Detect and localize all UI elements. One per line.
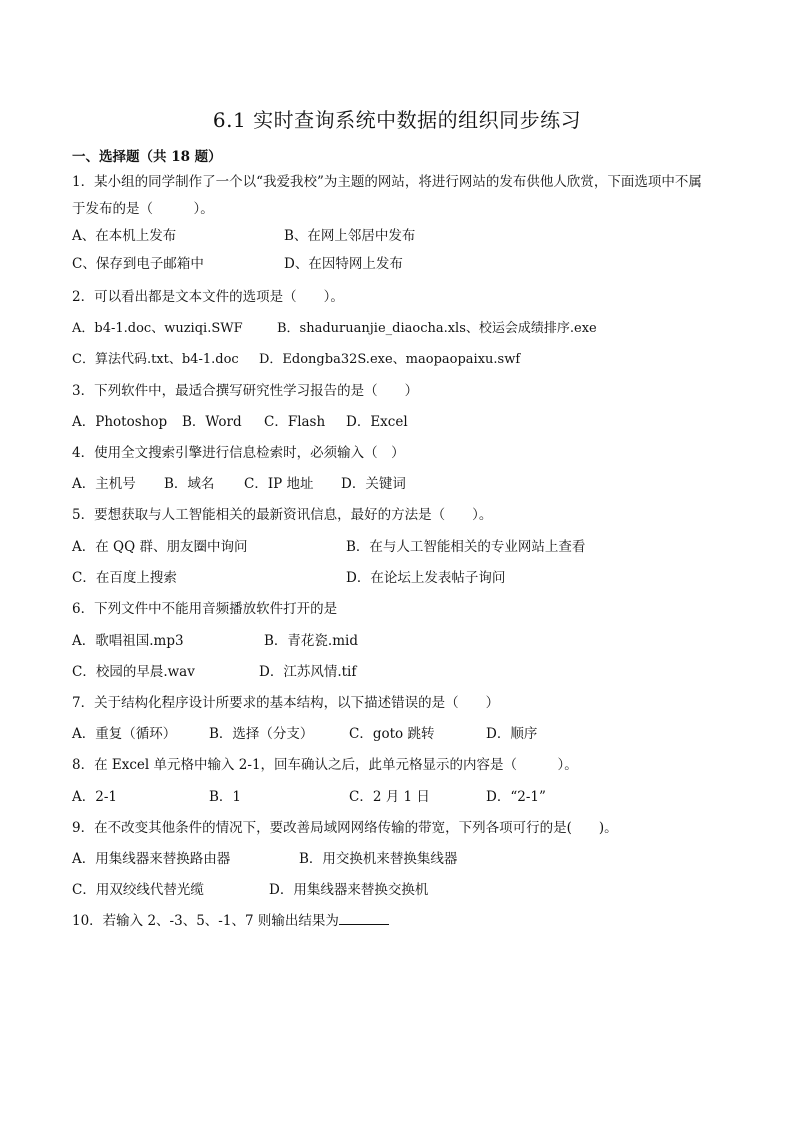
- question-4-option-a: A．主机号: [72, 476, 136, 492]
- question-3-option-a: A．Photoshop: [72, 414, 168, 430]
- question-7-option-a: A．重复（循环）: [72, 726, 177, 742]
- question-1-option-a: A、在本机上发布: [72, 228, 177, 244]
- question-10-line-1: [72, 909, 389, 929]
- question-1-line-2: 于发布的是（ ）。: [72, 201, 214, 217]
- question-5-option-c: C．在百度上搜索: [72, 570, 177, 586]
- question-9-option-d: D．用集线器来替换交换机: [269, 882, 429, 898]
- section-heading: 一、选择题（共 18 题）: [72, 149, 222, 165]
- question-5-option-a: A．在 QQ 群、朋友圈中询问: [72, 539, 248, 555]
- question-6-option-d: D．江苏风情.tif: [259, 664, 357, 680]
- question-8-option-c: C．2 月 1 日: [349, 789, 430, 805]
- question-8-option-b: B．1: [209, 789, 242, 805]
- question-1-option-d: D、在因特网上发布: [284, 256, 403, 272]
- question-4-option-b: B．域名: [164, 476, 215, 492]
- question-4-option-d: D．关键词: [341, 476, 406, 492]
- question-6-option-c: C．校园的早晨.wav: [72, 664, 195, 680]
- question-9-option-a: A．用集线器来替换路由器: [72, 851, 231, 867]
- question-9-option-b: B．用交换机来替换集线器: [299, 851, 458, 867]
- question-7-option-b: B．选择（分支）: [209, 726, 314, 742]
- question-2-line-1: 2．可以看出都是文本文件的选项是（ ）。: [72, 289, 344, 305]
- question-1-option-b: B、在网上邻居中发布: [284, 228, 416, 244]
- question-6-line-1: 6．下列文件中不能用音频播放软件打开的是: [72, 601, 338, 617]
- question-3-option-b: B．Word: [182, 414, 242, 430]
- question-9-line-1: 9．在不改变其他条件的情况下，要改善局域网网络传输的带宽，下列各项可行的是( )。: [72, 820, 618, 836]
- question-7-option-d: D．顺序: [486, 726, 538, 742]
- question-2-option-a: A．b4-1.doc、wuziqi.SWF: [72, 321, 243, 336]
- page-title: 6.1 实时查询系统中数据的组织同步练习: [212, 108, 582, 132]
- question-1-option-c: C、保存到电子邮箱中: [72, 256, 204, 272]
- question-4-line-1: 4．使用全文搜索引擎进行信息检索时，必须输入（ ）: [72, 445, 405, 461]
- question-7-line-1: 7．关于结构化程序设计所要求的基本结构，以下描述错误的是（ ）: [72, 695, 500, 711]
- question-2-option-c: C．算法代码.txt、b4-1.doc: [72, 352, 239, 367]
- question-8-line-1: 8．在 Excel 单元格中输入 2-1，回车确认之后，此单元格显示的内容是（ ）。: [72, 757, 578, 773]
- question-5-line-1: 5．要想获取与人工智能相关的最新资讯信息，最好的方法是（ ）。: [72, 507, 493, 523]
- question-3-line-1: 3．下列软件中，最适合撰写研究性学习报告的是（ ）: [72, 383, 419, 399]
- question-2-option-d: D．Edongba32S.exe、maopaopaixu.swf: [259, 352, 521, 367]
- question-2-option-b: B．shaduruanjie_diaocha.xls、校运会成绩排序.exe: [277, 321, 597, 336]
- question-5-option-d: D．在论坛上发表帖子询问: [346, 570, 506, 586]
- question-9-option-c: C．用双绞线代替光缆: [72, 882, 204, 898]
- answer-blank: [339, 912, 389, 925]
- question-5-option-b: B．在与人工智能相关的专业网站上查看: [346, 539, 586, 555]
- question-6-option-a: A．歌唱祖国.mp3: [72, 633, 184, 649]
- question-8-option-a: A．2-1: [72, 789, 117, 805]
- question-4-option-c: C．IP 地址: [244, 476, 314, 492]
- question-3-option-d: D．Excel: [346, 414, 408, 430]
- question-6-option-b: B．青花瓷.mid: [264, 633, 358, 649]
- question-3-option-c: C．Flash: [264, 414, 326, 430]
- question-7-option-c: C．goto 跳转: [349, 726, 435, 742]
- question-10-text: 10．若输入 2、-3、5、-1、7 则输出结果为: [72, 913, 339, 929]
- question-1-line-1: 1．某小组的同学制作了一个以“我爱我校”为主题的网站，将进行网站的发布供他人欣赏，下面选项中不属: [72, 174, 702, 190]
- question-8-option-d: D．“2-1”: [486, 789, 546, 805]
